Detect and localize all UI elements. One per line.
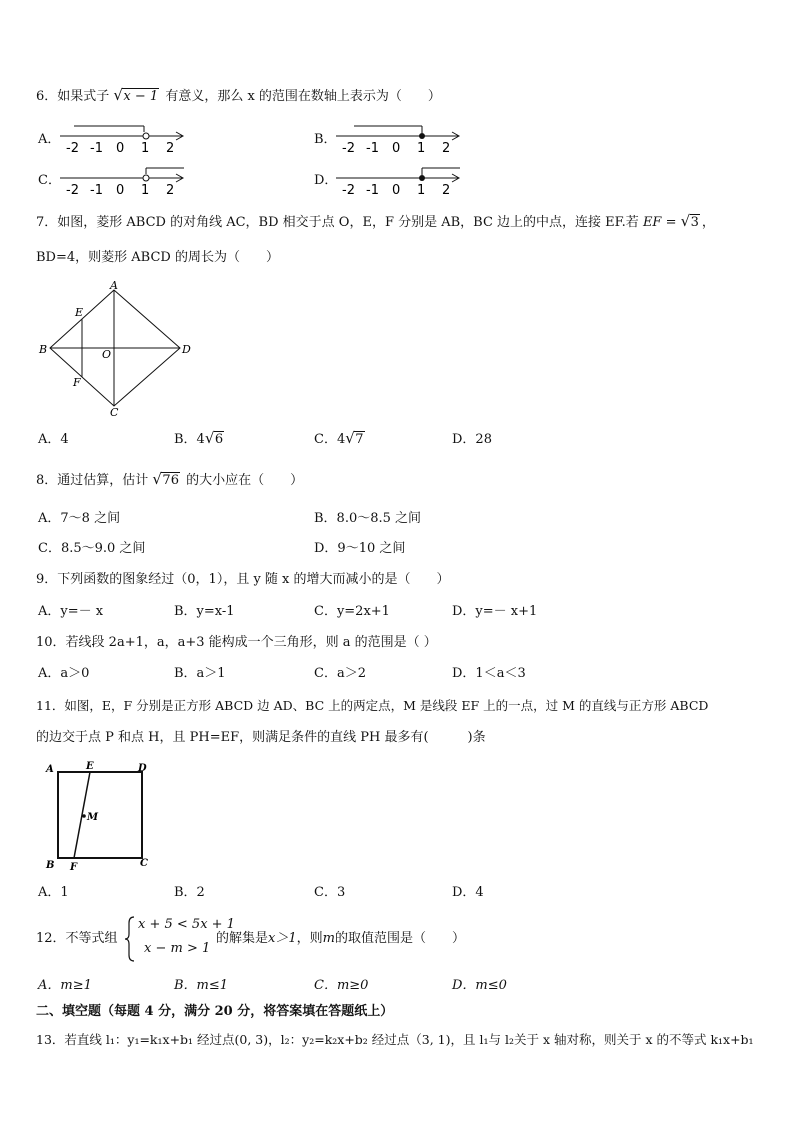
- q12-stem-rest: 的解集是x＞1，则m的取值范围是（ ）: [216, 931, 465, 946]
- point-label: E: [86, 761, 94, 772]
- tick-label: 1: [141, 183, 150, 198]
- q10-stem: 10．若线段 2a+1，a，a+3 能构成一个三角形，则 a 的范围是（ ）: [36, 635, 437, 650]
- q9-option-c[interactable]: C．y=2x+1: [314, 604, 390, 619]
- sqrt-expression: √ x − 1: [113, 86, 159, 104]
- point-label: B: [46, 860, 55, 871]
- point-label: O: [102, 348, 112, 361]
- point-label: B: [39, 343, 48, 356]
- q11-option-b[interactable]: B．2: [174, 885, 205, 900]
- tick-label: 0: [116, 141, 125, 156]
- q12-prefix: 12．不等式组: [36, 931, 118, 946]
- q13-stem: 13．若直线 l₁：y₁=k₁x+b₁ 经过点(0, 3)，l₂：y₂=k₂x+b₂ 经过点（3, 1)，且 l₁与 l₂关于 x 轴对称，则关于 x 的不等式 k₁x+b₁: [36, 1032, 754, 1047]
- q10-option-d[interactable]: D．1＜a＜3: [452, 666, 526, 681]
- q12-option-d[interactable]: D．m≤0: [452, 978, 507, 993]
- q7-option-a[interactable]: A．4: [38, 432, 69, 447]
- q9-stem: 9．下列函数的图象经过（0，1），且 y 随 x 的增大而减小的是（ ）: [36, 572, 450, 587]
- q8-option-c[interactable]: C．8.5～9.0 之间: [38, 541, 146, 556]
- q7-option-b[interactable]: B．4 √ 6: [174, 429, 224, 447]
- q9-option-a[interactable]: A．y=－ x: [38, 604, 104, 619]
- square-figure: [40, 758, 160, 876]
- tick-label: 0: [392, 141, 401, 156]
- q11-option-d[interactable]: D．4: [452, 885, 484, 900]
- q11-stem-line2: 的边交于点 P 和点 H，且 PH=EF，则满足条件的直线 PH 最多有( )条: [36, 730, 486, 745]
- tick-label: 2: [442, 141, 451, 156]
- q8-stem: 8．通过估算，估计 √ 76 的大小应在（ ）: [36, 470, 304, 488]
- sqrt-expression: √ 3: [680, 212, 699, 230]
- tick-label: -2: [342, 183, 355, 198]
- tick-label: -2: [66, 183, 79, 198]
- point-label: E: [75, 306, 84, 319]
- point-label: C: [140, 858, 148, 869]
- tick-label: 1: [417, 183, 426, 198]
- tick-label: -1: [366, 183, 379, 198]
- tick-label: 0: [116, 183, 125, 198]
- sqrt-expression: √ 76: [152, 470, 179, 488]
- q12-option-b[interactable]: B．m≤1: [174, 978, 229, 993]
- q11-option-c[interactable]: C．3: [314, 885, 346, 900]
- rhombus-figure: [36, 278, 196, 416]
- inequality-system: [124, 915, 235, 963]
- q8-option-a[interactable]: A．7～8 之间: [38, 511, 121, 526]
- point-label: D: [182, 343, 191, 356]
- tick-label: 1: [417, 141, 426, 156]
- q7-stem-line1: 7．如图，菱形 ABCD 的对角线 AC，BD 相交于点 O，E，F 分别是 AB，BC 边上的中点，连接 EF.若 EF = √ 3 ，: [36, 212, 715, 230]
- q7-option-c[interactable]: C．4 √ 7: [314, 429, 364, 447]
- point-label: F: [73, 376, 81, 389]
- point-label: F: [70, 862, 78, 873]
- q6-option-d-label[interactable]: D．: [314, 173, 338, 188]
- point-label: A: [46, 764, 54, 775]
- brace-icon: [124, 915, 136, 963]
- q7-option-d[interactable]: D．28: [452, 432, 492, 447]
- tick-label: 2: [442, 183, 451, 198]
- tick-label: 2: [166, 183, 175, 198]
- q11-stem-line1: 11．如图，E，F 分别是正方形 ABCD 边 AD、BC 上的两定点，M 是线段 EF 上的一点，过 M 的直线与正方形 ABCD: [36, 698, 709, 713]
- inequality-2: x − m > 1: [144, 941, 211, 956]
- q9-option-b[interactable]: B．y=x-1: [174, 604, 235, 619]
- tick-label: 1: [141, 141, 150, 156]
- tick-label: -1: [90, 183, 103, 198]
- q10-option-c[interactable]: C．a＞2: [314, 666, 366, 681]
- tick-label: -1: [90, 141, 103, 156]
- tick-label: -2: [66, 141, 79, 156]
- q8-option-d[interactable]: D．9～10 之间: [314, 541, 406, 556]
- q9-option-d[interactable]: D．y=－ x+1: [452, 604, 538, 619]
- point-label: C: [110, 406, 119, 416]
- tick-label: -2: [342, 141, 355, 156]
- q10-option-a[interactable]: A．a＞0: [38, 666, 90, 681]
- q11-option-a[interactable]: A．1: [38, 885, 69, 900]
- q6-option-a-label[interactable]: A．: [38, 132, 61, 147]
- q6-number-line-a: [58, 120, 188, 162]
- q6-option-b-label[interactable]: B．: [314, 132, 337, 147]
- q6-number-line-b: [334, 120, 464, 162]
- q6-option-c-label[interactable]: C．: [38, 173, 61, 188]
- tick-label: 2: [166, 141, 175, 156]
- q12-option-a[interactable]: A．m≥1: [38, 978, 92, 993]
- inequality-1: x + 5 < 5x + 1: [138, 917, 235, 932]
- q6-number-line-c: [58, 162, 188, 204]
- point-label: A: [110, 279, 118, 292]
- point-label: D: [138, 763, 147, 774]
- section-heading: 二、填空题（每题 4 分，满分 20 分，将答案填在答题纸上）: [36, 1004, 394, 1019]
- q6-number-line-d: [334, 162, 464, 204]
- q7-stem-line2: BD=4，则菱形 ABCD 的周长为（ ）: [36, 250, 279, 265]
- point-label: M: [87, 812, 99, 823]
- q10-option-b[interactable]: B．a＞1: [174, 666, 226, 681]
- tick-label: -1: [366, 141, 379, 156]
- q8-option-b[interactable]: B．8.0～8.5 之间: [314, 511, 422, 526]
- q12-option-c[interactable]: C．m≥0: [314, 978, 369, 993]
- q6-stem: 6．如果式子 √ x − 1 有意义，那么 x 的范围在数轴上表示为（ ）: [36, 86, 441, 104]
- tick-label: 0: [392, 183, 401, 198]
